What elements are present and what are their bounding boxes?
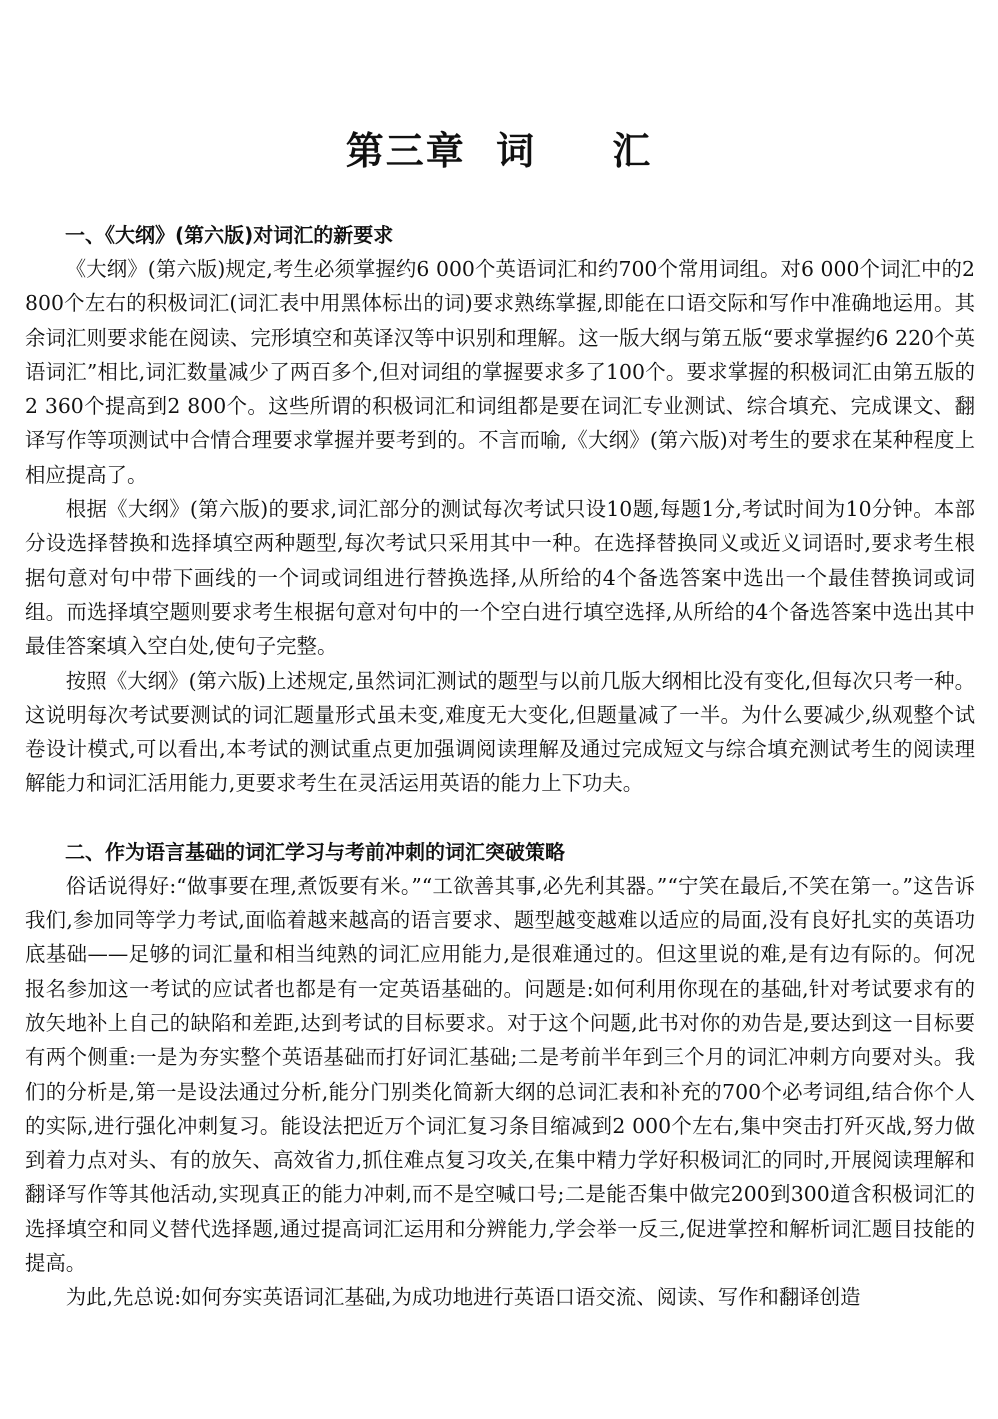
paragraph: 《大纲》(第六版)规定,考生必须掌握约6 000个英语词汇和约700个常用词组。对6 000个词汇中的2 800个左右的积极词汇(词汇表中用黑体标出的词)要求熟练掌握,即能在口语交际和写作中准确地运用。其余词汇则要求能在阅读、完形填空和英译汉等中识别和理解。这一版大纲与第五版“要求掌握约6 220个英语词汇”相比,词汇数量减少了两百多个,但对词组的掌握要求多了100个。要求掌握的积极词汇由第五版的2 360个提高到2 800个。这些所谓的积极词汇和词组都是要在词汇专业测试、综合填充、完成课文、翻译写作等项测试中合情合理要求掌握并要考到的。不言而喻,《大纲》(第六版)对考生的要求在某种程度上相应提高了。 — [25, 257, 975, 487]
paragraph: 俗话说得好:“做事要在理,煮饭要有米。”“工欲善其事,必先利其器。”“宁笑在最后,不笑在第一。”这告诉我们,参加同等学力考试,面临着越来越高的语言要求、题型越变越难以适应的局面,没有良好扎实的英语功底基础——足够的词汇量和相当纯熟的词汇应用能力,是很难通过的。但这里说的难,是有边有际的。何况报名参加这一考试的应试者也都是有一定英语基础的。问题是:如何利用你现在的基础,针对考试要求有的放矢地补上自己的缺陷和差距,达到考试的目标要求。对于这个问题,此书对你的劝告是,要达到这一目标要有两个侧重:一是为夯实整个英语基础而打好词汇基础;二是考前半年到三个月的词汇冲刺方向要对头。我们的分析是,第一是设法通过分析,能分门别类化简新大纲的总词汇表和补充的700个必考词组,结合你个人的实际,进行强化冲刺复习。能设法把近万个词汇复习条目缩减到2 000个左右,集中突击打歼灭战,努力做到着力点对头、有的放矢、高效省力,抓住难点复习攻关,在集中精力学好积极词汇的同时,开展阅读理解和翻译写作等其他活动,实现真正的能力冲刺,而不是空喊口号;二是能否集中做完200到300道含积极词汇的选择填空和同义替代选择题,通过提高词汇运用和分辨能力,学会举一反三,促进掌控和解析词汇题目技能的提高。 — [25, 873, 975, 1276]
section-1 — [25, 218, 975, 801]
paragraph: 根据《大纲》(第六版)的要求,词汇部分的测试每次考试只设10题,每题1分,考试时间为10分钟。本部分设选择替换和选择填空两种题型,每次考试只采用其中一种。在选择替换同义或近义词语时,要求考生根据句意对句中带下画线的一个词或词组进行替换选择,从所给的4个备选答案中选出一个最佳替换词或词组。而选择填空题则要求考生根据句意对句中的一个空白进行填空选择,从所给的4个备选答案中选出其中最佳答案填入空白处,使句子完整。 — [25, 497, 975, 659]
section-2 — [25, 835, 975, 1315]
section-heading: 二、作为语言基础的词汇学习与考前冲刺的词汇突破策略 — [65, 839, 565, 864]
chapter-title: 第三章 词 汇 — [345, 129, 653, 173]
section-heading: 一、《大纲》(第六版)对词汇的新要求 — [65, 223, 394, 247]
document-body — [25, 218, 975, 1315]
paragraph: 为此,先总说:如何夯实英语词汇基础,为成功地进行英语口语交流、阅读、写作和翻译创造 — [65, 1285, 861, 1310]
paragraph: 按照《大纲》(第六版)上述规定,虽然词汇测试的题型与以前几版大纲相比没有变化,但每次只考一种。这说明每次考试要测试的词汇题量形式虽未变,难度无大变化,但题量减了一半。为什么要减少,纵观整个试卷设计模式,可以看出,本考试的测试重点更加强调阅读理解及通过完成短文与综合填充测试考生的阅读理解能力和词汇活用能力,更要求考生在灵活运用英语的能力上下功夫。 — [25, 668, 975, 796]
section-spacer — [25, 801, 975, 835]
